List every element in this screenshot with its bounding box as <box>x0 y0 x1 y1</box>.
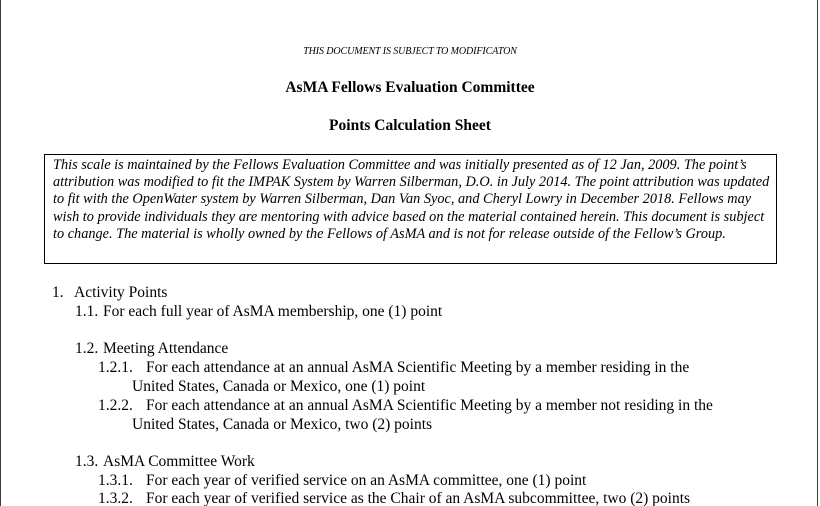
subsection-heading: AsMA Committee Work <box>103 453 255 470</box>
item-text: For each year of verified service as the Chair of an AsMA subcommittee, two (2) points <box>146 490 691 506</box>
item-text: For each full year of AsMA membership, one (1) point <box>103 303 443 320</box>
item-attendance-international <box>98 397 713 415</box>
modification-notice: THIS DOCUMENT IS SUBJECT TO MODIFICATON <box>303 46 517 57</box>
item-committee-service <box>98 472 586 490</box>
item-number: 1.3.2. <box>98 490 133 506</box>
section-heading: Activity Points <box>74 284 168 301</box>
item-number: 1.1. <box>75 303 99 320</box>
page-edge-right <box>817 0 818 506</box>
item-text: For each attendance at an annual AsMA Scientific Meeting by a member residing in the <box>146 359 690 376</box>
item-text: For each attendance at an annual AsMA Scientific Meeting by a member not residing in the <box>146 397 713 414</box>
item-attendance-domestic-cont: United States, Canada or Mexico, one (1) point <box>132 378 426 395</box>
subsection-heading: Meeting Attendance <box>103 340 229 357</box>
section-number: 1. <box>52 284 64 301</box>
document-subtitle: Points Calculation Sheet <box>329 117 491 134</box>
item-attendance-international-cont: United States, Canada or Mexico, two (2) points <box>132 416 433 433</box>
item-number: 1.2.1. <box>98 359 133 376</box>
item-number: 1.2.2. <box>98 397 133 414</box>
item-attendance-domestic <box>98 359 689 377</box>
subsection-meeting-attendance <box>75 340 228 358</box>
disclaimer-box: This scale is maintained by the Fellows Evaluation Committee and was initially presented as of 12 Jan, 2009. The point’s attribution was modified to fit the IMPAK System by Warren Silberman, D.O. in July 2014. The point attribution was updated to fit with the OpenWater system by Warren Silberman, Dan Van Syoc, and Cheryl Lowry in December 2018. Fellows may wish to provide individuals they are mentoring with advice based on the material contained herein. This document is subject to change. The material is wholly owned by the Fellows of AsMA and is not for release outside of the Fellow’s Group. <box>44 154 777 264</box>
item-subcommittee-chair <box>98 490 690 506</box>
page-edge-left <box>0 0 1 506</box>
subsection-number: 1.3. <box>75 453 99 470</box>
item-number: 1.3.1. <box>98 472 133 489</box>
item-text: For each year of verified service on an AsMA committee, one (1) point <box>146 472 587 489</box>
section-activity-points <box>52 284 167 302</box>
subsection-number: 1.2. <box>75 340 99 357</box>
item-membership <box>75 303 442 321</box>
document-title: AsMA Fellows Evaluation Committee <box>285 79 535 96</box>
subsection-committee-work <box>75 453 255 471</box>
